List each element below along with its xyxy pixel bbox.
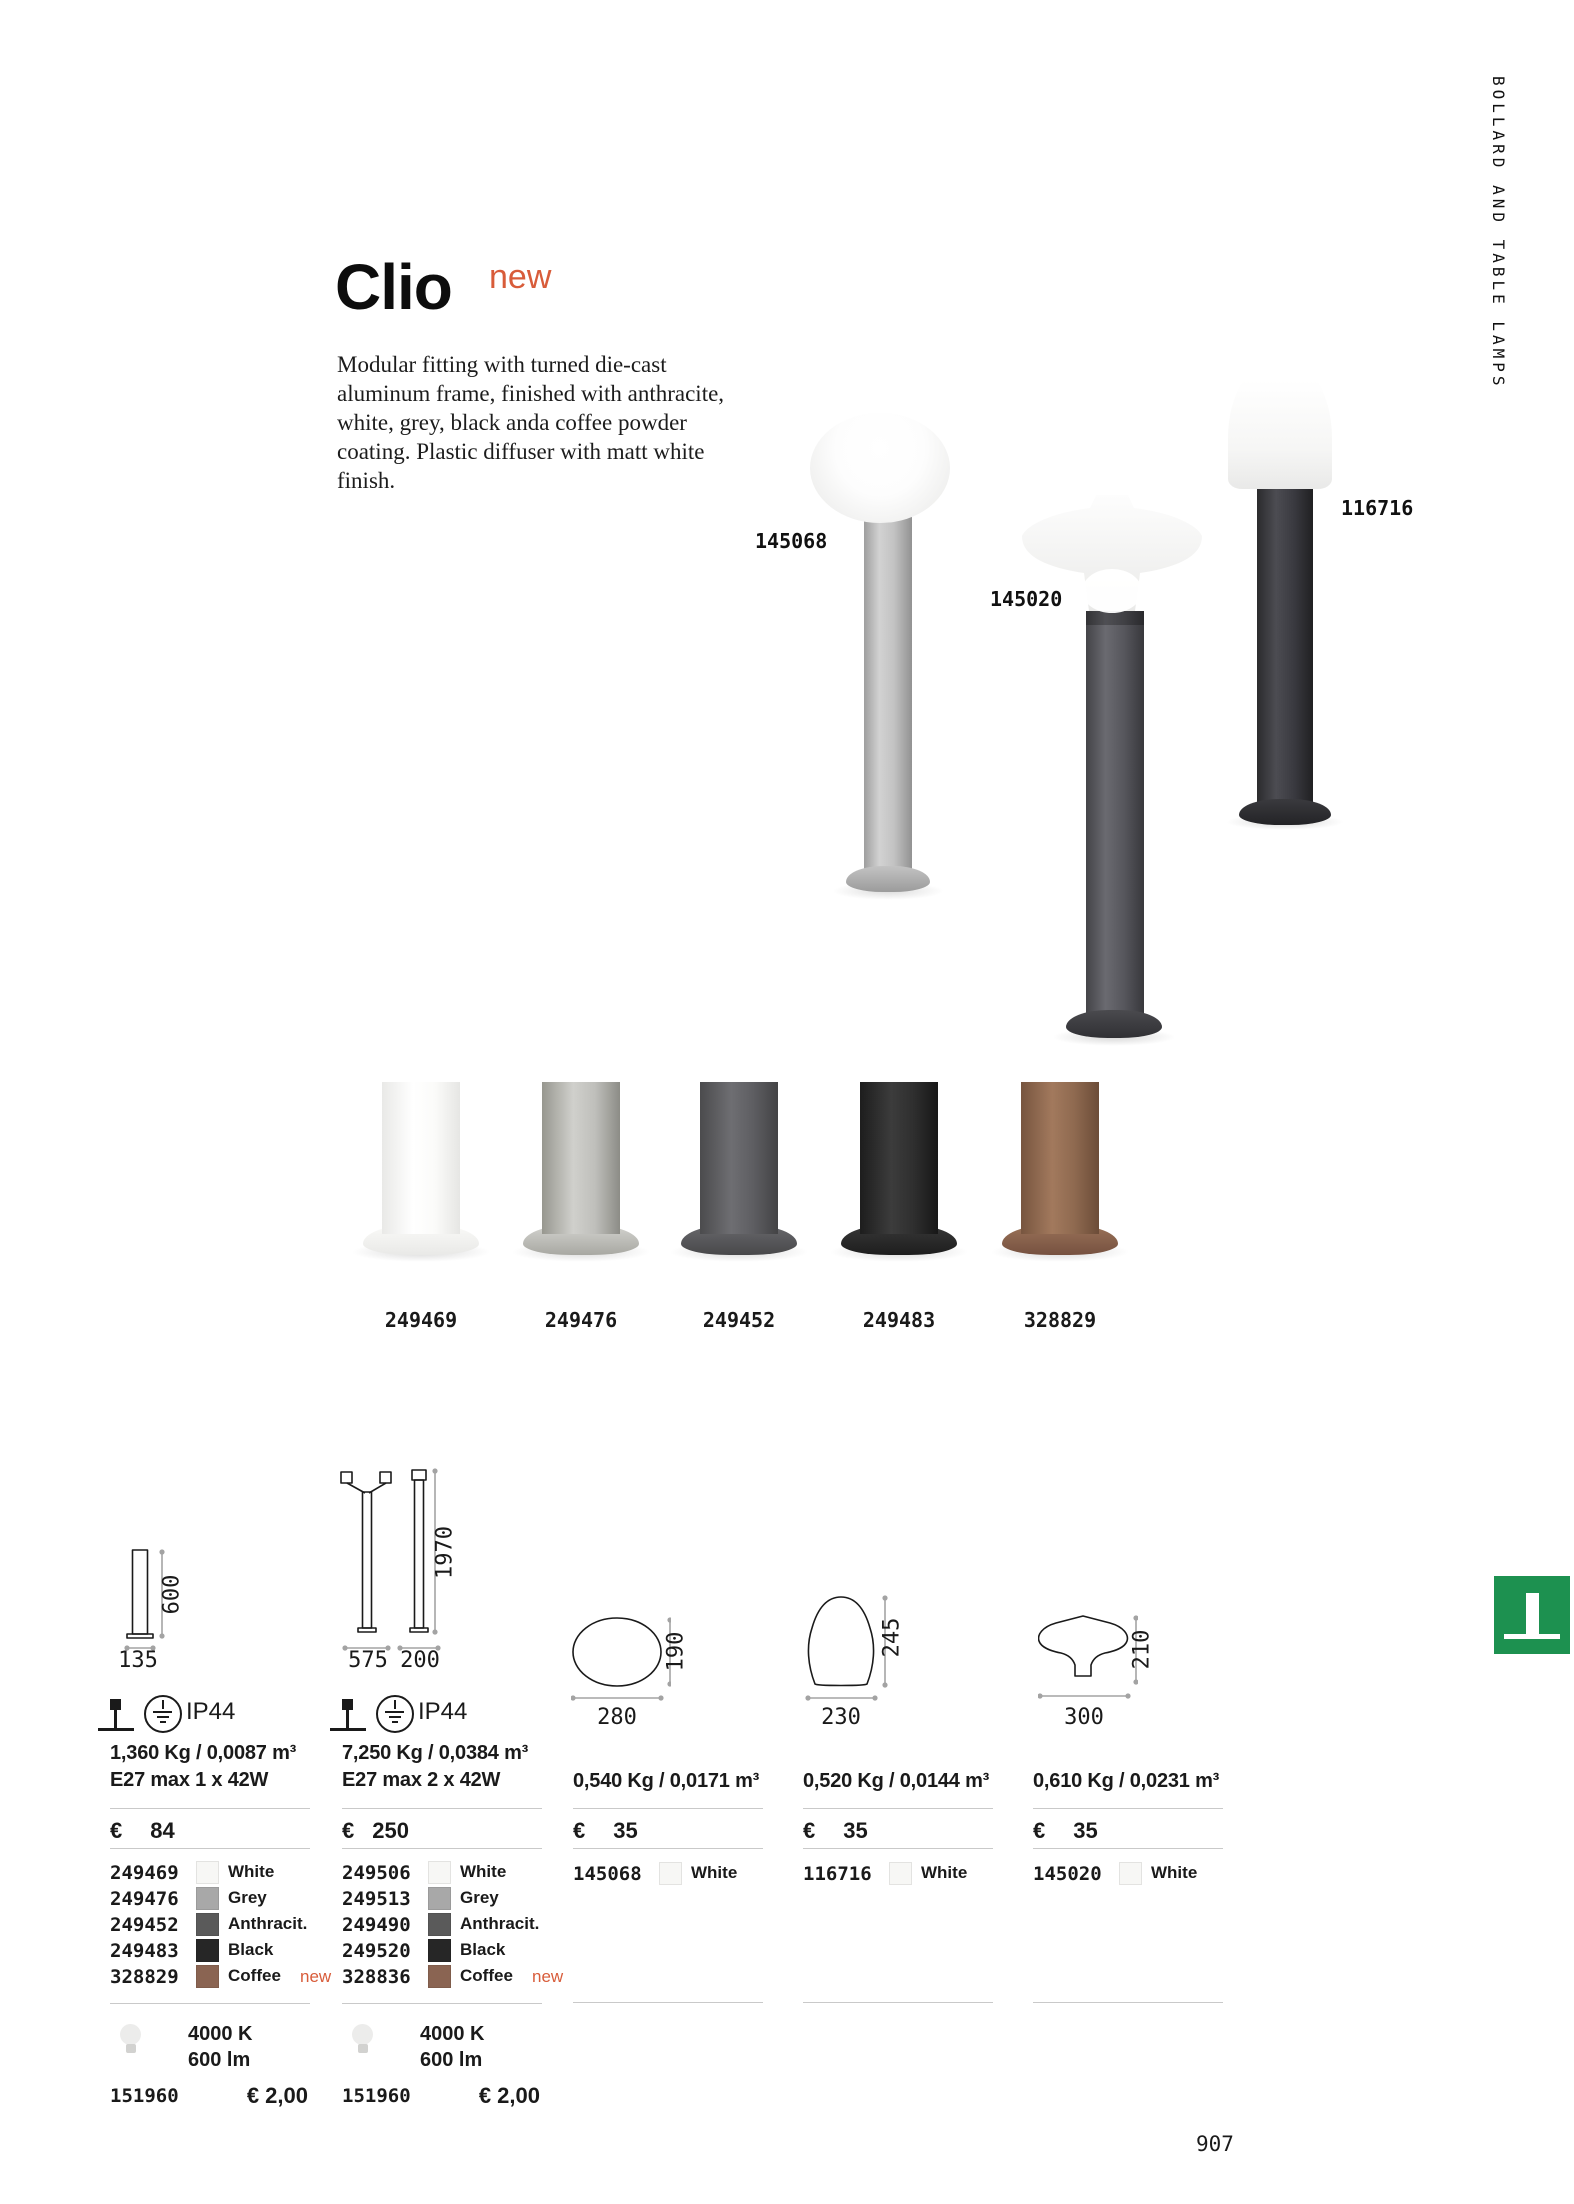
finish-code: 249483	[862, 1308, 936, 1332]
finish-code: 249452	[702, 1308, 776, 1332]
finish-base-grey	[501, 1082, 661, 1332]
col2-price	[342, 1818, 409, 1844]
col4-price	[803, 1818, 868, 1844]
finish-code: 249506	[342, 1862, 411, 1884]
product-description: Modular fitting with turned die-cast aluminum frame, finished with anthracite, white, grey, black anda coffee powder coating. Plastic diffuser with matt white finish.	[337, 352, 725, 493]
price-value: 35	[613, 1818, 638, 1843]
finish-row	[110, 1861, 340, 1887]
finish-code: 249469	[384, 1308, 458, 1332]
lamp-code-145068: 145068	[755, 529, 828, 553]
dim-width-135: 135	[118, 1648, 158, 1673]
finish-name: Anthracit.	[228, 1914, 308, 1933]
divider	[1033, 1848, 1223, 1849]
bulb-icon	[120, 2024, 142, 2058]
finish-code: 249483	[110, 1940, 179, 1962]
diagram-diffuser-ellipse	[571, 1612, 671, 1704]
price-value: 35	[843, 1818, 868, 1843]
col1-bulb-price: € 2,00	[246, 2083, 308, 2108]
finish-swatch	[196, 1913, 219, 1936]
finish-name: White	[921, 1863, 968, 1882]
ip-rating-col1	[96, 1692, 326, 1736]
col2-lamp-spec: E27 max 2 x 42W	[342, 1769, 501, 1791]
bollard-icon-base	[98, 1728, 134, 1731]
divider	[342, 1848, 542, 1849]
finish-base-white	[341, 1082, 501, 1332]
lamp1-base-flange	[846, 866, 930, 892]
ground-class-icon	[144, 1695, 182, 1733]
finish-swatch	[659, 1862, 682, 1885]
finish-row	[342, 1913, 572, 1939]
ground-class-icon	[376, 1695, 414, 1733]
divider	[573, 1848, 763, 1849]
divider	[1033, 2002, 1223, 2003]
page-number: 907	[1196, 2132, 1234, 2156]
logo-bollard-base	[1504, 1634, 1560, 1639]
finish-name: White	[1151, 1863, 1198, 1882]
lamp2-diffuser-image	[1018, 491, 1206, 615]
finish-code: 249513	[342, 1888, 411, 1910]
page-title: Clio	[335, 251, 452, 323]
col1-bulb-code: 151960	[110, 2085, 179, 2107]
finish-row	[110, 1913, 340, 1939]
bulb-icon	[352, 2024, 374, 2058]
col2-kelvin: 4000 K	[420, 2023, 485, 2045]
col3-price	[573, 1818, 638, 1844]
finish-name: White	[460, 1862, 507, 1881]
col3-weight: 0,540 Kg / 0,0171 m³	[573, 1770, 760, 1792]
base-pole	[860, 1082, 938, 1234]
finish-code: 249476	[544, 1308, 618, 1332]
new-badge: new	[300, 1967, 332, 1986]
col2-weight: 7,250 Kg / 0,0384 m³	[342, 1742, 529, 1764]
finish-row	[110, 1939, 340, 1965]
finish-swatch	[428, 1939, 451, 1962]
col1-kelvin: 4000 K	[188, 2023, 253, 2045]
category-side-label: BOLLARD AND TABLE LAMPS	[1489, 76, 1508, 390]
lamp3-diffuser-image	[1228, 356, 1332, 489]
divider	[573, 2002, 763, 2003]
finish-swatch	[428, 1861, 451, 1884]
finish-swatch	[196, 1861, 219, 1884]
finish-code: 145020	[1033, 1863, 1102, 1885]
base-pole	[700, 1082, 778, 1234]
finish-row	[1033, 1862, 1243, 1888]
lamp1-pole-image	[864, 517, 912, 869]
currency: €	[803, 1818, 816, 1843]
finish-name: Grey	[228, 1888, 267, 1907]
col1-lamp-spec: E27 max 1 x 42W	[110, 1769, 269, 1791]
col4-weight: 0,520 Kg / 0,0144 m³	[803, 1770, 990, 1792]
bollard-icon-base	[330, 1728, 366, 1731]
new-badge: new	[489, 258, 552, 296]
base-pole	[542, 1082, 620, 1234]
finish-code: 249520	[342, 1940, 411, 1962]
dim-width-300: 300	[1064, 1705, 1104, 1730]
col1-price	[110, 1818, 175, 1844]
finish-name: Black	[460, 1940, 506, 1959]
price-value: 250	[372, 1818, 409, 1843]
finish-base-coffee	[980, 1082, 1140, 1332]
finish-code: 145068	[573, 1863, 642, 1885]
finish-code: 328829	[110, 1966, 179, 1988]
ip-rating-label: IP44	[186, 1698, 236, 1725]
ip-rating-label: IP44	[418, 1698, 468, 1725]
lamp-code-145020: 145020	[990, 587, 1063, 611]
bollard-category-logo	[1494, 1576, 1570, 1654]
finish-swatch	[428, 1887, 451, 1910]
dim-width-200: 200	[400, 1648, 440, 1673]
divider	[1033, 1808, 1223, 1809]
new-badge: new	[532, 1967, 564, 1986]
bollard-icon	[110, 1699, 121, 1710]
finish-name: Anthracit.	[460, 1914, 540, 1933]
finish-name: Coffee	[460, 1966, 513, 1985]
price-value: 84	[150, 1818, 175, 1843]
lamp2-pole-image	[1086, 611, 1144, 1013]
logo-bollard-icon	[1526, 1593, 1539, 1635]
finish-code: 249490	[342, 1914, 411, 1936]
col5-price	[1033, 1818, 1098, 1844]
finish-row	[110, 1887, 340, 1913]
divider	[342, 1808, 542, 1809]
bollard-icon-stem	[114, 1710, 117, 1728]
finish-row	[342, 1887, 572, 1913]
bollard-icon	[342, 1699, 353, 1710]
finish-base-black	[819, 1082, 979, 1332]
col2-lumen: 600 lm	[420, 2049, 483, 2071]
currency: €	[342, 1818, 355, 1843]
base-pole	[1021, 1082, 1099, 1234]
dim-width-230: 230	[821, 1705, 861, 1730]
bollard-icon-stem	[346, 1710, 349, 1728]
base-pole	[382, 1082, 460, 1234]
divider	[110, 1808, 310, 1809]
finish-name: White	[691, 1863, 738, 1882]
ip-rating-col2	[328, 1692, 558, 1736]
finish-row	[342, 1965, 602, 1991]
finish-row	[803, 1862, 1013, 1888]
divider	[803, 2002, 993, 2003]
finish-swatch	[428, 1965, 451, 1988]
finish-base-anthracite	[659, 1082, 819, 1332]
finish-code: 249469	[110, 1862, 179, 1884]
finish-name: Coffee	[228, 1966, 281, 1985]
dim-height-600: 600	[159, 1574, 185, 1615]
col5-weight: 0,610 Kg / 0,0231 m³	[1033, 1770, 1220, 1792]
divider	[573, 1808, 763, 1809]
dim-height-190: 190	[663, 1631, 689, 1672]
divider	[110, 2003, 310, 2004]
finish-row	[342, 1861, 572, 1887]
finish-code: 328836	[342, 1966, 411, 1988]
dim-width-280: 280	[597, 1705, 637, 1730]
finish-code: 328829	[1023, 1308, 1097, 1332]
currency: €	[573, 1818, 586, 1843]
finish-name: Grey	[460, 1888, 499, 1907]
dim-height-1970: 1970	[432, 1526, 458, 1579]
col2-bulb-code: 151960	[342, 2085, 411, 2107]
price-value: 35	[1073, 1818, 1098, 1843]
finish-code: 116716	[803, 1863, 872, 1885]
finish-name: White	[228, 1862, 275, 1881]
currency: €	[110, 1818, 123, 1843]
col2-bulb-price: € 2,00	[478, 2083, 540, 2108]
finish-row	[110, 1965, 370, 1991]
finish-code: 249452	[110, 1914, 179, 1936]
divider	[342, 2003, 542, 2004]
dim-height-245: 245	[879, 1617, 905, 1658]
finish-row	[573, 1862, 783, 1888]
divider	[803, 1848, 993, 1849]
lamp3-base-flange	[1239, 799, 1331, 825]
finish-swatch	[428, 1913, 451, 1936]
finish-code: 249476	[110, 1888, 179, 1910]
dim-width-575: 575	[348, 1648, 388, 1673]
col1-lumen: 600 lm	[188, 2049, 251, 2071]
divider	[110, 1848, 310, 1849]
dim-height-210: 210	[1129, 1629, 1155, 1670]
lamp1-diffuser-image	[810, 413, 950, 523]
finish-swatch	[889, 1862, 912, 1885]
finish-swatch	[1119, 1862, 1142, 1885]
finish-row	[342, 1939, 572, 1965]
finish-swatch	[196, 1887, 219, 1910]
col1-weight: 1,360 Kg / 0,0087 m³	[110, 1742, 297, 1764]
lamp-code-116716: 116716	[1341, 496, 1414, 520]
finish-swatch	[196, 1939, 219, 1962]
currency: €	[1033, 1818, 1046, 1843]
finish-name: Black	[228, 1940, 274, 1959]
lamp3-pole-image	[1257, 486, 1313, 804]
finish-swatch	[196, 1965, 219, 1988]
diagram-diffuser-mushroom	[1038, 1614, 1138, 1704]
lamp2-base-flange	[1066, 1010, 1162, 1038]
divider	[803, 1808, 993, 1809]
